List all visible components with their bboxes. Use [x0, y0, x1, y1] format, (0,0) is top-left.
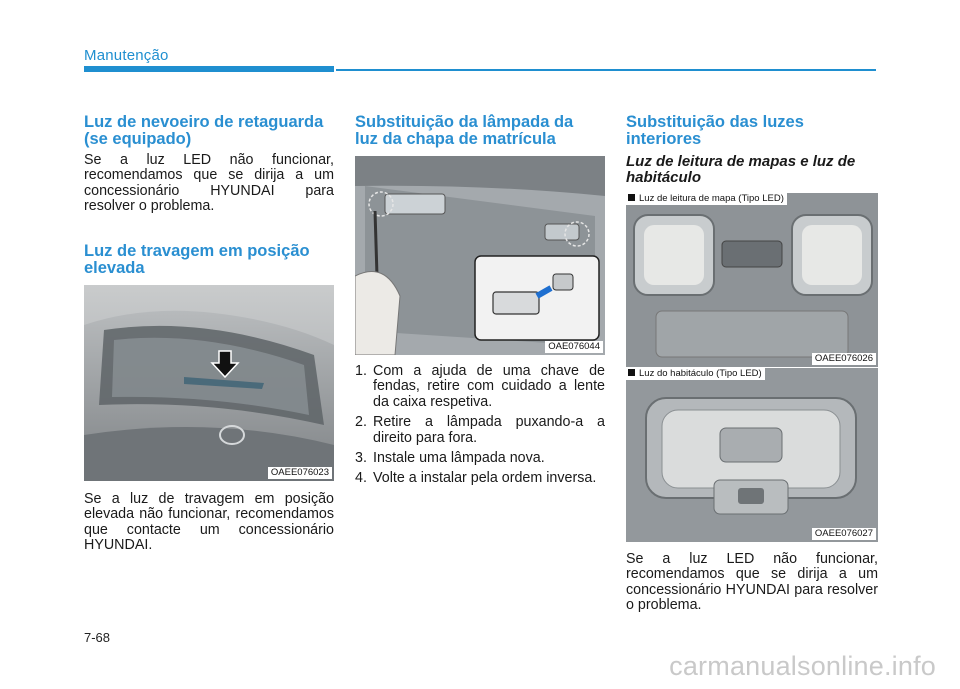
car-rear-illustration	[84, 285, 334, 481]
watermark: carmanualsonline.info	[669, 651, 936, 681]
heading-high-mount-stop-light: Luz de travagem em posição elevada	[84, 242, 310, 277]
step-1: 1. Com a ajuda de uma chave de fendas, retire com cuidado a lente da caixa respetiva.	[355, 363, 605, 410]
figure-caption: Luz de leitura de mapa (Tipo LED)	[626, 193, 787, 205]
figure-code: OAEE076023	[268, 467, 332, 479]
subheading-map-and-room-lamp: Luz de leitura de mapas e luz de habitáculo	[626, 153, 856, 186]
header-rule-thick	[84, 66, 334, 72]
figure-caption: Luz do habitáculo (Tipo LED)	[626, 368, 765, 380]
step-2: 2. Retire a lâmpada puxando-a a direito para fora.	[355, 414, 605, 446]
replacement-steps	[355, 364, 605, 492]
step-3: 3. Instale uma lâmpada nova.	[355, 450, 545, 467]
figure-code: OAEE076026	[812, 353, 876, 365]
heading-rear-fog-light: Luz de nevoeiro de retaguarda (se equipado)	[84, 113, 324, 148]
figure-license-plate-lamp	[355, 156, 605, 355]
room-lamp-illustration	[626, 368, 878, 542]
section-header-title: Manutenção	[84, 47, 169, 64]
caption-bullet-icon	[628, 369, 635, 376]
figure-room-lamp	[626, 368, 878, 542]
step-4: 4. Volte a instalar pela ordem inversa.	[355, 470, 597, 487]
figure-code: OAEE076027	[812, 528, 876, 540]
interior-lights-text: Se a luz LED não funcionar, recomendamos que se dirija a um concessionário HYUNDAI para resolver o problema.	[626, 551, 878, 614]
map-lamp-illustration	[626, 193, 878, 367]
heading-interior-lights: Substituição das luzes interiores	[626, 113, 804, 148]
header-rule-thin	[336, 69, 876, 71]
license-plate-lamp-illustration	[355, 156, 605, 355]
page-number: 7-68	[84, 630, 111, 645]
rear-fog-light-text: Se a luz LED não funcionar, recomendamos que se dirija a um concessionário HYUNDAI para resolver o problema.	[84, 152, 334, 215]
high-mount-stop-light-text: Se a luz de travagem em posição elevada não funcionar, recomendamos que contacte um concessionário HYUNDAI.	[84, 491, 334, 554]
figure-car-rear-tailgate	[84, 285, 334, 481]
heading-license-plate-bulb: Substituição da lâmpada da luz da chapa de matrícula	[355, 113, 574, 148]
figure-map-lamp	[626, 193, 878, 367]
figure-code: OAE076044	[545, 341, 603, 353]
caption-bullet-icon	[628, 194, 635, 201]
